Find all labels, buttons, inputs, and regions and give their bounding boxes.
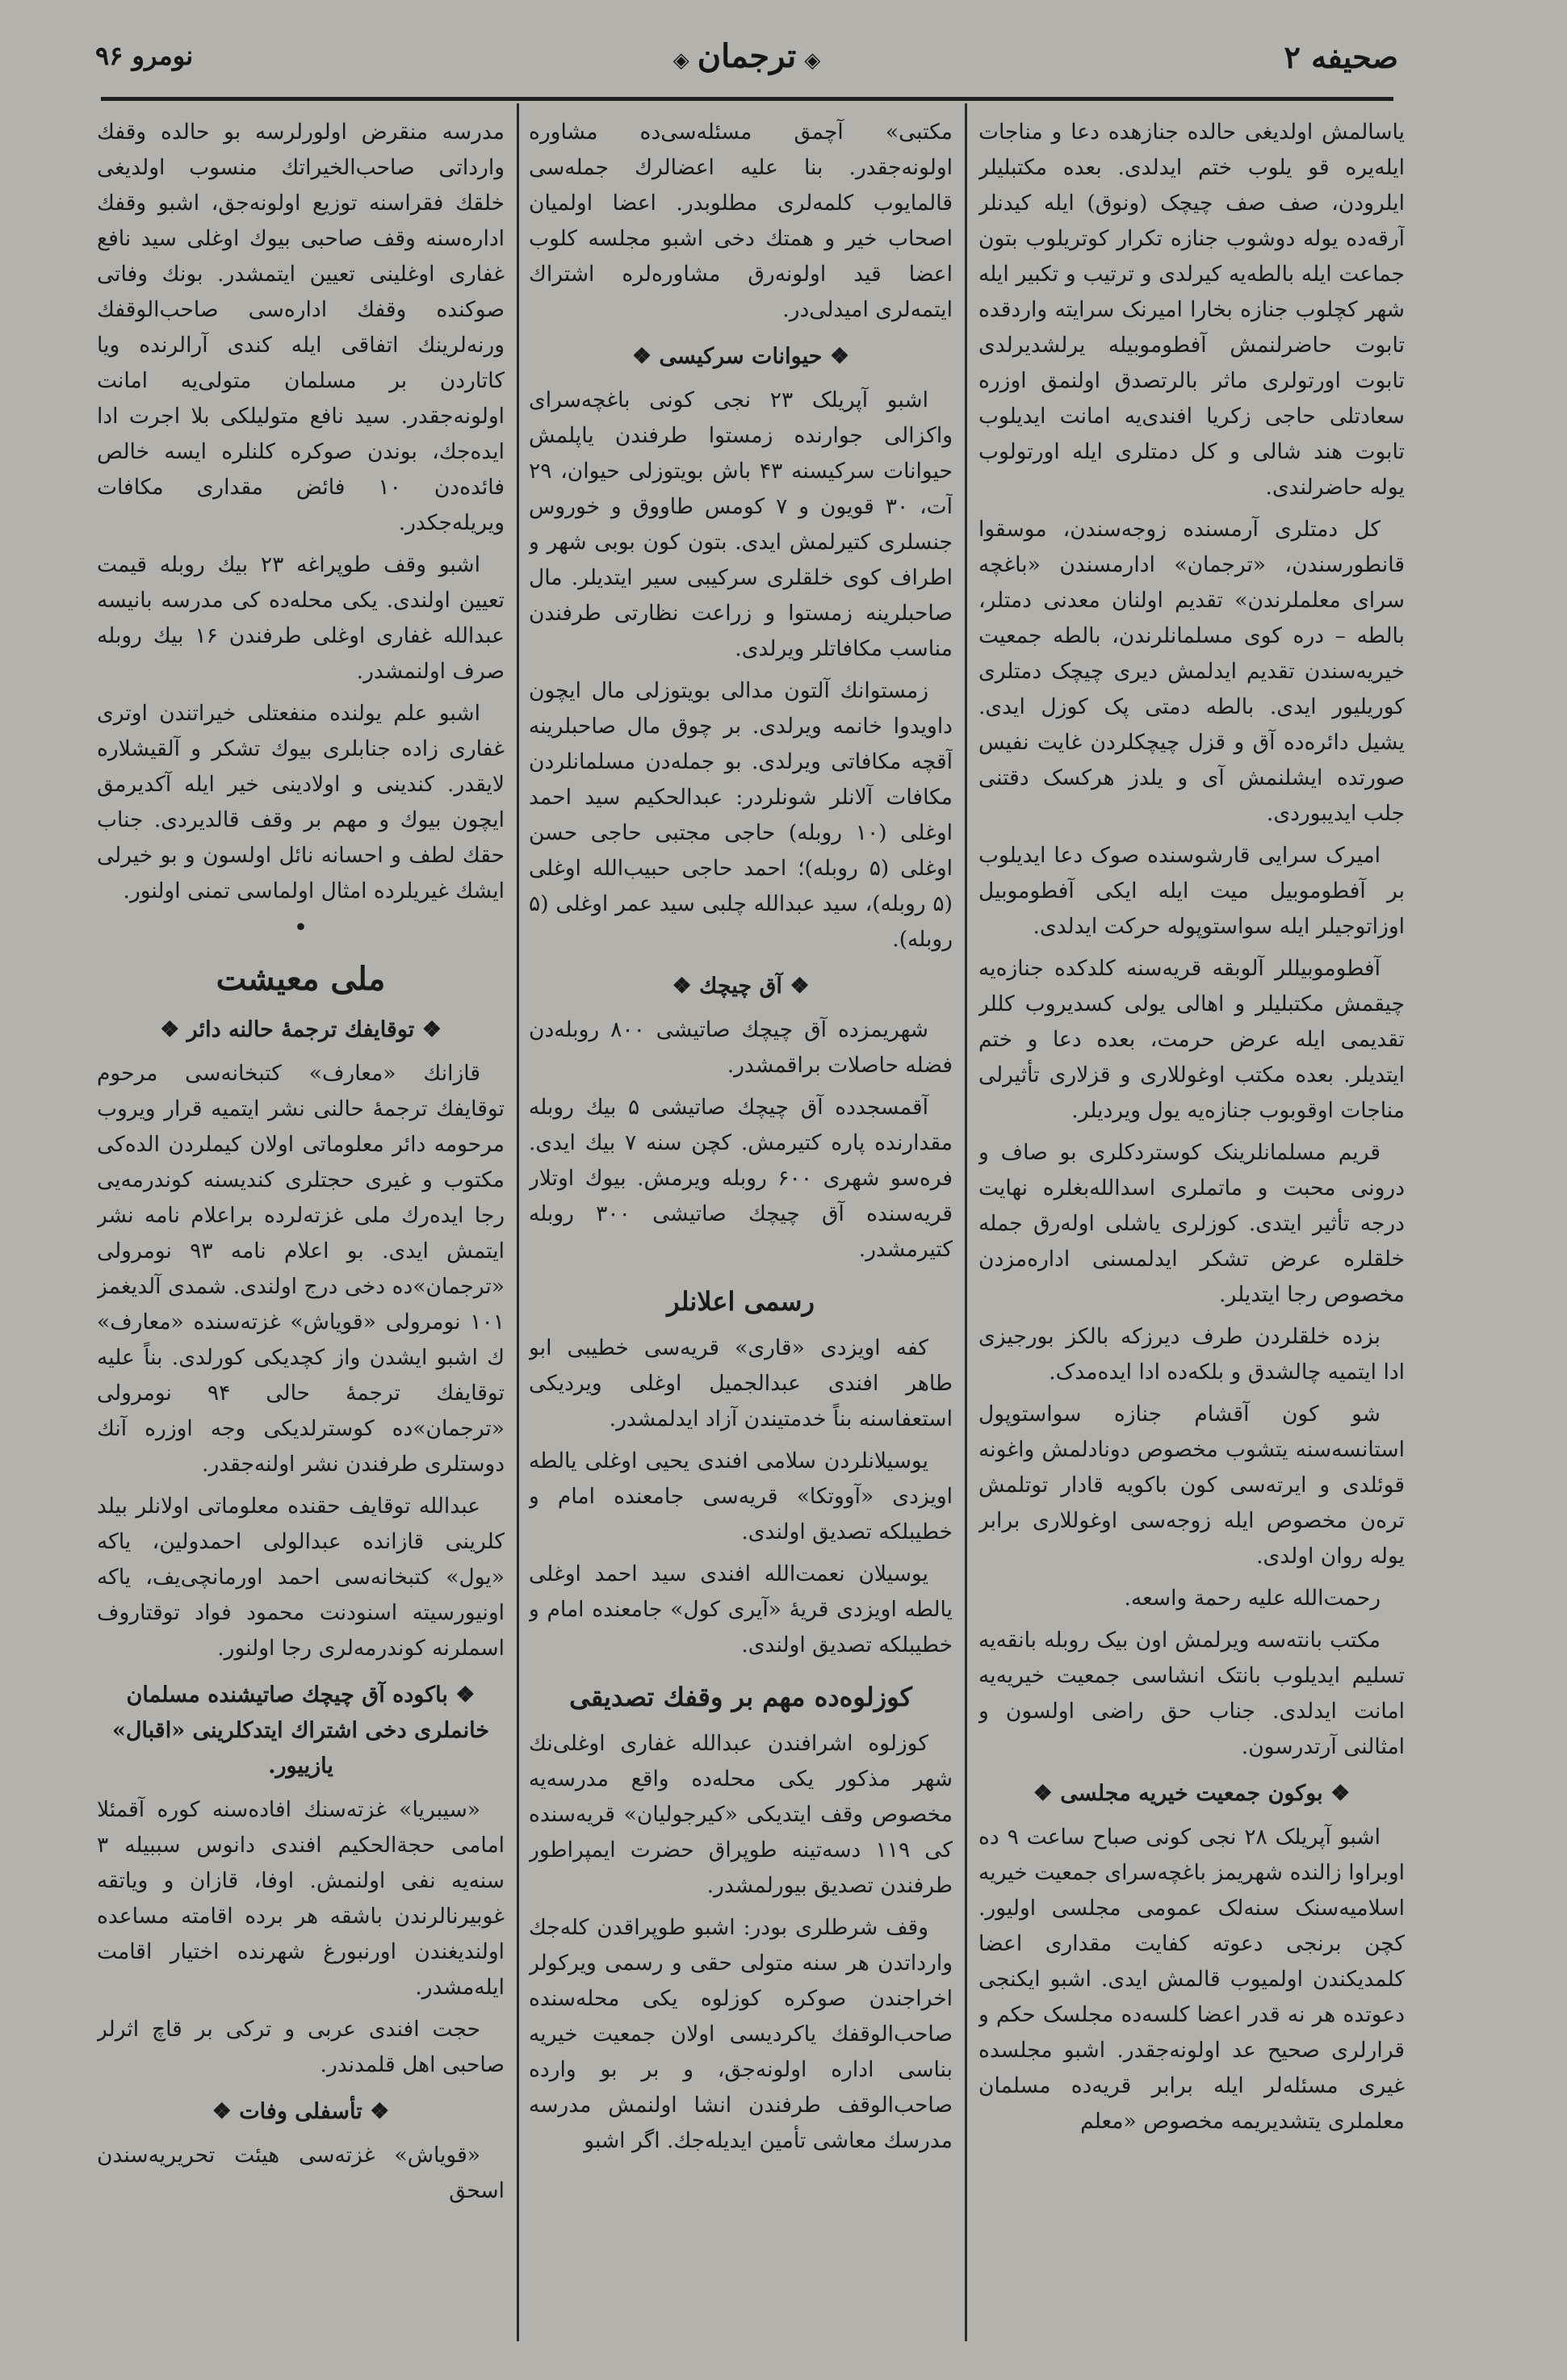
section-heading: ملی معیشت (216, 960, 386, 998)
section-heading: کوزلوه‌ده مهم بر وقفك تصدیقی (569, 1682, 912, 1712)
column-divider-left (517, 103, 519, 2341)
column-middle (529, 115, 953, 2351)
paragraph: مدرسه منقرض اولورلرسه بو حالده وقفك وارداتی صاحب‌الخیراتك منسوب اولدیغی خلقك فقراسنه توزیع اولونه‌جق، اشبو وقفك اداره‌سنه وقف صاحبی بیوك اوغلی سید نافع غفاری اوغلینی تعیین ایتمشدر. بونك وفاتی صوکنده وقفك اداره‌سی صاحب‌الوقفك ورنه‌لرینك اتفاقی ایله کندی آرالرنده ویا کاتاردن بر مسلمان متولی‌یه امانت اولونه‌جقدر. سید نافع متولیلکی بلا اجرت ادا ایده‌جك، بوندن صوکره کلنلره ایسه خالص فائده‌دن ۱۰ فائض مقداری مکافات ویریله‌جکدر. (97, 119, 505, 535)
column-left (97, 115, 505, 2351)
page-number-label: صحیفه ۲ (1284, 39, 1398, 75)
paragraph: اشبو علم یولنده منفعتلی خیراتندن اوتری غفاری زاده جنابلری بیوك تشکر و آلقیشلاره لایقدر. کندینی و اولادینی خیر ایله آکدیرمق ایچون بیوك و مهم بر وقف قالدیردی. جناب حقك لطف و احسانه نائل اولسون و بو خیرلی ایشك غیریلرده امثال اولماسی تمنی اولنور. (97, 701, 505, 903)
paragraph: «قویاش» غزته‌سی هیئت تحریریه‌سندن اسحق (97, 2143, 505, 2203)
paragraph: اشبو آپریلک ۲۸ نجی کونی صباح ساعت ۹ ده اوبراوا زالنده شهریمز باغچه‌سرای جمعیت خیریه اسلامیه‌سنک سنەلک عمومی مجلسی اولیور. کچن برنجی دعوته کفایت مقداری اعضا کلمدیکندن اولمیوب قالمش ایدی. اشبو ایکنجی دعوتده هر نه قدر اعضا کلسه‌ده مجلسک حکم و قرارلری صحیح عد اولونه‌جقدر. اشبو مجلسده غیری مسئلەلر ایله برابر قریه‌ده مسلمان معلملری یتشدیریمه مخصوص «معلم (978, 1825, 1405, 2134)
paragraph: امیرک سرایی قارشوسنده صوک دعا ایدیلوب بر آفطوموبیل میت ایله ایکی آفطوموبیل اوزاتوجیلر ایله سواستوپوله حرکت ایدلدی. (978, 843, 1405, 939)
paragraph: وقف شرطلری بودر: اشبو طوپراقدن کله‌جك وارداتدن هر سنه متولی حقی و رسمی ویرکولر اخراجندن صوکره کوزلوه یکی محله‌سنده صاحب‌الوقفك یاکردیسی اولان جمعیت خیریه بناسی اداره اولونه‌جق، و بر بو وارده صاحب‌الوقف طرفندن انشا اولنمش مدرسه مدرسك معاشی تأمین ایدیله‌جك. اگر اشبو (529, 1915, 953, 2153)
paragraph: قازانك «معارف» کتبخانه‌سی مرحوم توقایفك ترجمهٔ حالنی نشر ایتمیه قرار ویروب مرحومه دائر معلوماتی اولان کیملردن الدەکی مکتوب و غیری حجتلری کندیسنه کوندرمه‌یی رجا ایدەرك ملی غزته‌لرده براعلام نامه نشر ایتمش ایدی. بو اعلام نامه ۹۳ نومرولی «ترجمان»ده دخی درج اولندی. شمدی آلدیغمز ۱۰۱ نومرولی «قویاش» غزته‌سنده «معارف» ك اشبو ایشدن واز کچدیکی کورلدی. بناً علیه توقایفك ترجمهٔ حالی ۹۴ نومرولی «ترجمان»ده کوسترلدیکی وجه اوزره آنك دوستلری طرفندن نشر اولنه‌جقدر. (97, 1061, 505, 1477)
paragraph: حجت افندی عربی و ترکی بر قاچ اثرلر صاحبی اهل قلمدندر. (97, 2017, 505, 2077)
section-subheading: ❖ حیوانات سرکیسی ❖ (631, 344, 850, 369)
separator-dot: • (293, 914, 308, 942)
column-divider-right (965, 103, 967, 2341)
section-subheading: ❖ بوکون جمعیت خیریه مجلسی ❖ (1033, 1781, 1351, 1806)
paragraph: یوسیلانلردن سلامی افندی یحیی اوغلی یالطه اویزدی «آووتکا» قریه‌سی جامعنده امام و خطیبلکه تصدیق اولندی. (529, 1448, 953, 1544)
section-heading: رسمی اعلانلر (667, 1286, 815, 1317)
paragraph: اشبو آپریلک ۲۳ نجی کونی باغچه‌سرای واکزالی جوارنده زمستوا طرفندن یاپلمش حیوانات سرکیسنه ۴۳ باش بویتوزلی حیوان، ۲۹ آت، ۳۰ قویون و ۷ کومس طاووق و خوروس جنسلری کتیرلمش ایدی. بتون کون بوبی شهر و اطراف کوی خلقلری سرکیبی سیر ایتدیلر. مال صاحبلرینه زمستوا و زراعت نظارتی طرفندن مناسب مکافاتلر ویرلدی. (529, 388, 953, 661)
section-subheading: ❖ توقایفك ترجمهٔ حالنه دائر ❖ (160, 1017, 442, 1042)
issue-number-label: نومرو ۹۶ (95, 40, 194, 71)
newspaper-title-text: ترجمان (697, 37, 797, 75)
paragraph: کوزلوه اشرافندن عبدالله غفاری اوغلی‌نك شهر مذکور یکی محله‌ده واقع مدرسه‌یه مخصوص وقف ایتدیکی «کیرجولیان» قریه‌سنده کی ۱۱۹ دسەتینه طوپراق حضرت ایمپراطور طرفندن تصدیق بیورلمشدر. (529, 1731, 953, 1898)
paragraph: شو کون آقشام جنازه سواستوپول استانسه‌سنه یتشوب مخصوص دونادلمش واغونه قوئلدی و ایرته‌سی کون باکویه قادار توتلمش ترەن مخصوص ایله زوجه‌سی اوغوللاری برابر یوله روان اولدی. (978, 1402, 1405, 1569)
paragraph: اشبو وقف طوپراغه ۲۳ بیك روبله قیمت تعیین اولندی. یکی محله‌ده کی مدرسه بانیسه عبدالله غفاری اوغلی طرفندن ۱۶ بیك روبله صرف اولنمشدر. (97, 552, 505, 684)
right-ornament-icon: ◈ (672, 48, 689, 73)
paragraph: «سیبریا» غزته‌سنك افاده‌سنه کوره آقمئلا امامی حجة‌الحکیم افندی دانوس سببیله ۳ سنه‌یه نفی اولنمش. اوفا، قازان و ویاتقه غوبیرنالرندن باشقه هر برده اقامته مساعده اولندیغندن اورنبورغ شهرنده اختیار اقامت ایله‌مشدر. (97, 1797, 505, 2000)
paragraph: قریم مسلمانلرینک کوستردکلری بو صاف و درونی محبت و ماتملری اسدالله‌بغلره نهایت درجه تأثیر ایتدی. کوزلری یاشلی اولەرق جمله خلقلره عرض تشکر ایدلمسنی ادارەمزدن مخصوص رجا ایتدیلر. (978, 1140, 1405, 1307)
paragraph: کفه اویزدی «قاری» قریه‌سی خطیبی ابو طاهر افندی عبدالجمیل اوغلی ویردیکی استعفاسنه بناً خدمتیندن آزاد ایدلمشدر. (529, 1335, 953, 1431)
paragraph: بزده خلقلردن طرف دیرزکه بالکز بورجیزی ادا ایتمیه چالشدق و بلکەده ادا ایدەمدک. (978, 1324, 1405, 1385)
paragraph: شهریمزده آق چیچك صاتیشی ۸۰۰ روبله‌دن فضله حاصلات براقمشدر. (529, 1017, 953, 1078)
paragraph: عبدالله توقایف حقنده معلوماتی اولانلر بیلد کلرینی قازانده عبدالولی احمدولین، یاکه «یول» کتبخانه‌سی احمد اورمانچی‌یف، یاکه اونیورسیته اسنودنت محمود فواد توقتاروف اسملرنه کوندرمه‌لری رجا اولنور. (97, 1494, 505, 1661)
masthead-rule (101, 97, 1393, 101)
newspaper-title (665, 37, 829, 75)
left-ornament-icon: ◈ (804, 48, 821, 73)
paragraph: آفطوموبیللر آلوبقه قریه‌سنه کلدکده جنازه‌یه چیقمش مکتبلیلر و اهالی یولی کسدیروب کللر تقدیمی ایله عرض حرمت، بعده دعا و ختم ایتدیلر. بعده مکتب اوغوللاری و قزلاری تأثیرلی مناجات اوقوبوب جنازه‌یه یول ویردیلر. (978, 956, 1405, 1123)
section-subheading: ❖ باکوده آق چیچك صاتیشنده مسلمان خانملری دخی اشتراك ایتدکلرینی «اقبال» یازییور. (111, 1682, 490, 1779)
paragraph: مکتبی» آچمق مسئله‌سی‌ده مشاوره اولونه‌جقدر. بنا علیه اعضالرك جمله‌سی قالمایوب کلمه‌لری مطلوبدر. اعضا اولمیان اصحاب خیر و همتك دخی اشبو مجلسه کلوب اعضا قید اولونه‌رق مشاوره‌لره اشتراك ایتمه‌لری امیدلی‌در. (529, 119, 953, 322)
section-subheading: ❖ آق چیچك ❖ (672, 974, 810, 999)
paragraph: زمستوانك آلتون مدالی بویتوزلی مال ایچون داویدوا خانمه ویرلدی. بر چوق مال صاحبلرینه آقچه مکافاتی ویرلدی. بو جمله‌دن مسلمانلردن مکافات آلانلر شونلردر: عبدالحکیم سید احمد اوغلی (۱۰ روبله) حاجی مجتبی حاجی حسن اوغلی (۵ روبله)؛ احمد حاجی حبیب‌الله اوغلی (۵ روبله)، سید عبدالله چلبی سید عمر اوغلی (۵ روبله). (529, 678, 953, 952)
paragraph: یوسیلان نعمت‌الله افندی سید احمد اوغلی یالطه اویزدی قریه‌ٔ «آیری کول» جامعنده امام و خطیبلکه تصدیق اولندی. (529, 1561, 953, 1657)
masthead (89, 32, 1405, 82)
paragraph: آقمسجدده آق چیچك صاتیشی ۵ بیك روبله مقدارنده پاره کتیرمش. کچن سنه ۷ بیك ایدی. فرەسو شهری ۶۰۰ روبله ویرمش. بیوك اوتلار قریه‌سنده آق چیچك صاتیشی ۳۰۰ روبله کتیرمشدر. (529, 1095, 953, 1262)
paragraph: مکتب بانته‌سه ویرلمش اون بیک روبله بانقه‌یه تسلیم ایدیلوب بانتک انشاسی جمعیت خیریه‌یه امانت ایدلدی. جناب حق راضی اولسون و امثالنی آرتدرسون. (978, 1628, 1405, 1759)
section-subheading: ❖ تأسفلی وفات ❖ (212, 2099, 390, 2124)
paragraph: کل دمتلری آرمسنده زوجه‌سندن، موسقوا قانطورسندن، «ترجمان» ادارمسندن «باغچه سرای معلملرندن» تقدیم اولنان معدنی دمتلر، بالطه – دره کوی مسلمانلرندن، بالطه جمعیت خیریه‌سندن تقدیم ایدلمش دیری چیچک دمتلری کوریلیور ایدی. بالطه دمتی پک کوزل ایدی. یشیل دائره‌ده آق و قزل چیچکلردن غایت نفیس صورتده ایشلنمش آی و یلدز هرکسک دقتنی جلب ایدیبوردی. (978, 517, 1405, 826)
paragraph: رحمت‌الله علیه رحمة واسعه. (1124, 1586, 1381, 1611)
column-right (978, 115, 1405, 2351)
paragraph: یاسالمش اولدیغی حالده جنازهده دعا و مناجات ایله‌یره قو یلوب ختم ایدلدی. بعده مکتبلیلر ایلرودن، صف صف چیچک (ونوق) ایله کیدنلر آرقه‌ده یوله دوشوب جنازه تکرار کوتریلوب بتون جماعت ایله بالطه‌یه کیرلدی و ترتیب و تکبیر ایله شهر کچلوب جنازه بخارا امیرنک سرایته واردقده تابوت حاضرلنمش آفطوموبیله یرلشدیرلدی تابوت اورتولری ماثر بالرتصدق اولنمق اوزره سعادتلی حاجی زکریا افندی‌یه امانت ایدیلوب تابوت هند شالی و کل دمتلری ایله اورتولوب یوله حاضرلندی. (978, 119, 1405, 500)
